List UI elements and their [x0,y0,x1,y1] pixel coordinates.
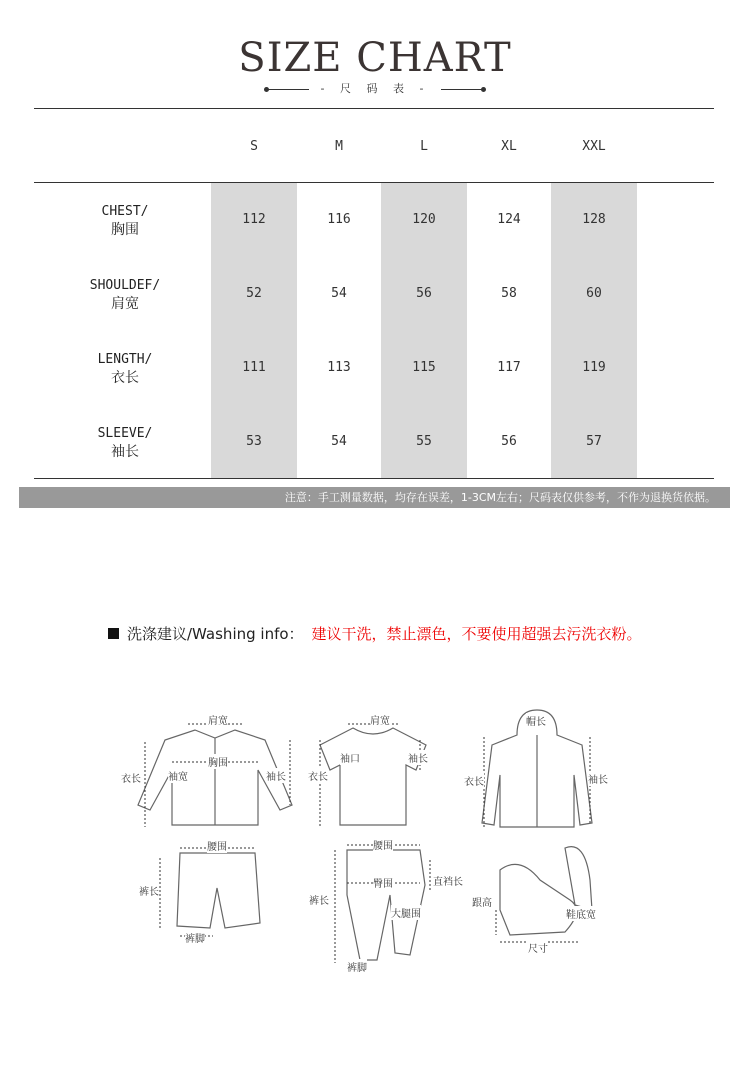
row-label [60,277,190,313]
table-cell: 124 [497,212,521,227]
table-cell: 53 [246,434,262,449]
washing-info: 洗涤建议/Washing info： 建议干洗，禁止漂色，不要使用超强去污洗衣粉。 [108,623,642,644]
size-header-s: S [250,139,258,154]
size-header-xl: XL [501,139,517,154]
row-label [60,425,190,461]
table-cell: 52 [246,286,262,301]
shorts-diagram: 腰围 裤长 裤脚 [135,838,265,948]
table-cell: 119 [582,360,606,375]
table-cell: 128 [582,212,606,227]
table-cell: 117 [497,360,521,375]
pants-icon [305,835,470,970]
size-header-m: M [335,139,343,154]
table-cell: 120 [412,212,436,227]
pants-diagram: 腰围 臀围 直裆长 裤长 大腿围 裤脚 [305,835,470,970]
table-cell: 58 [501,286,517,301]
size-header-l: L [420,139,428,154]
row-label-cn: 袖长 [111,444,139,460]
row-label-cn: 肩宽 [111,296,139,312]
table-cell: 112 [242,212,266,227]
measurement-note: 注意：手工测量数据，均存在误差，1-3CM左右；尺码表仅供参考，不作为退换货依据。 [19,487,730,508]
size-header-xxl: XXL [582,139,606,154]
table-cell: 57 [586,434,602,449]
divider [267,89,309,90]
page-subtitle: - 尺 码 表 - [0,80,750,96]
row-label-en: SHOULDEF/ [89,278,161,293]
row-label-en: CHEST/ [101,204,149,219]
row-label-cn: 胸围 [111,222,139,238]
table-cell: 56 [501,434,517,449]
table-cell: 60 [586,286,602,301]
row-label-en: LENGTH/ [97,352,153,367]
table-cell: 115 [412,360,436,375]
shirt-diagram: 肩宽 胸围 衣长 袖宽 袖长 [120,710,310,835]
bullet-square-icon [108,628,119,639]
table-cell: 55 [416,434,432,449]
tshirt-diagram: 肩宽 袖口 衣长 袖长 [308,710,438,835]
row-label-en: SLEEVE/ [97,426,153,441]
table-cell: 54 [331,434,347,449]
divider [441,89,483,90]
row-label-cn: 衣长 [111,370,139,386]
row-label [60,351,190,387]
page-title: SIZE CHART [238,35,512,81]
table-top-rule [34,108,714,109]
table-cell: 56 [416,286,432,301]
table-cell: 116 [327,212,351,227]
table-cell: 111 [242,360,266,375]
row-label [60,203,190,239]
table-cell: 113 [327,360,351,375]
table-bottom-rule [34,478,714,479]
table-cell: 54 [331,286,347,301]
hoodie-diagram: 帽长 衣长 袖长 [462,705,612,835]
shoes-diagram: 跟高 鞋底宽 尺寸 [470,840,610,955]
